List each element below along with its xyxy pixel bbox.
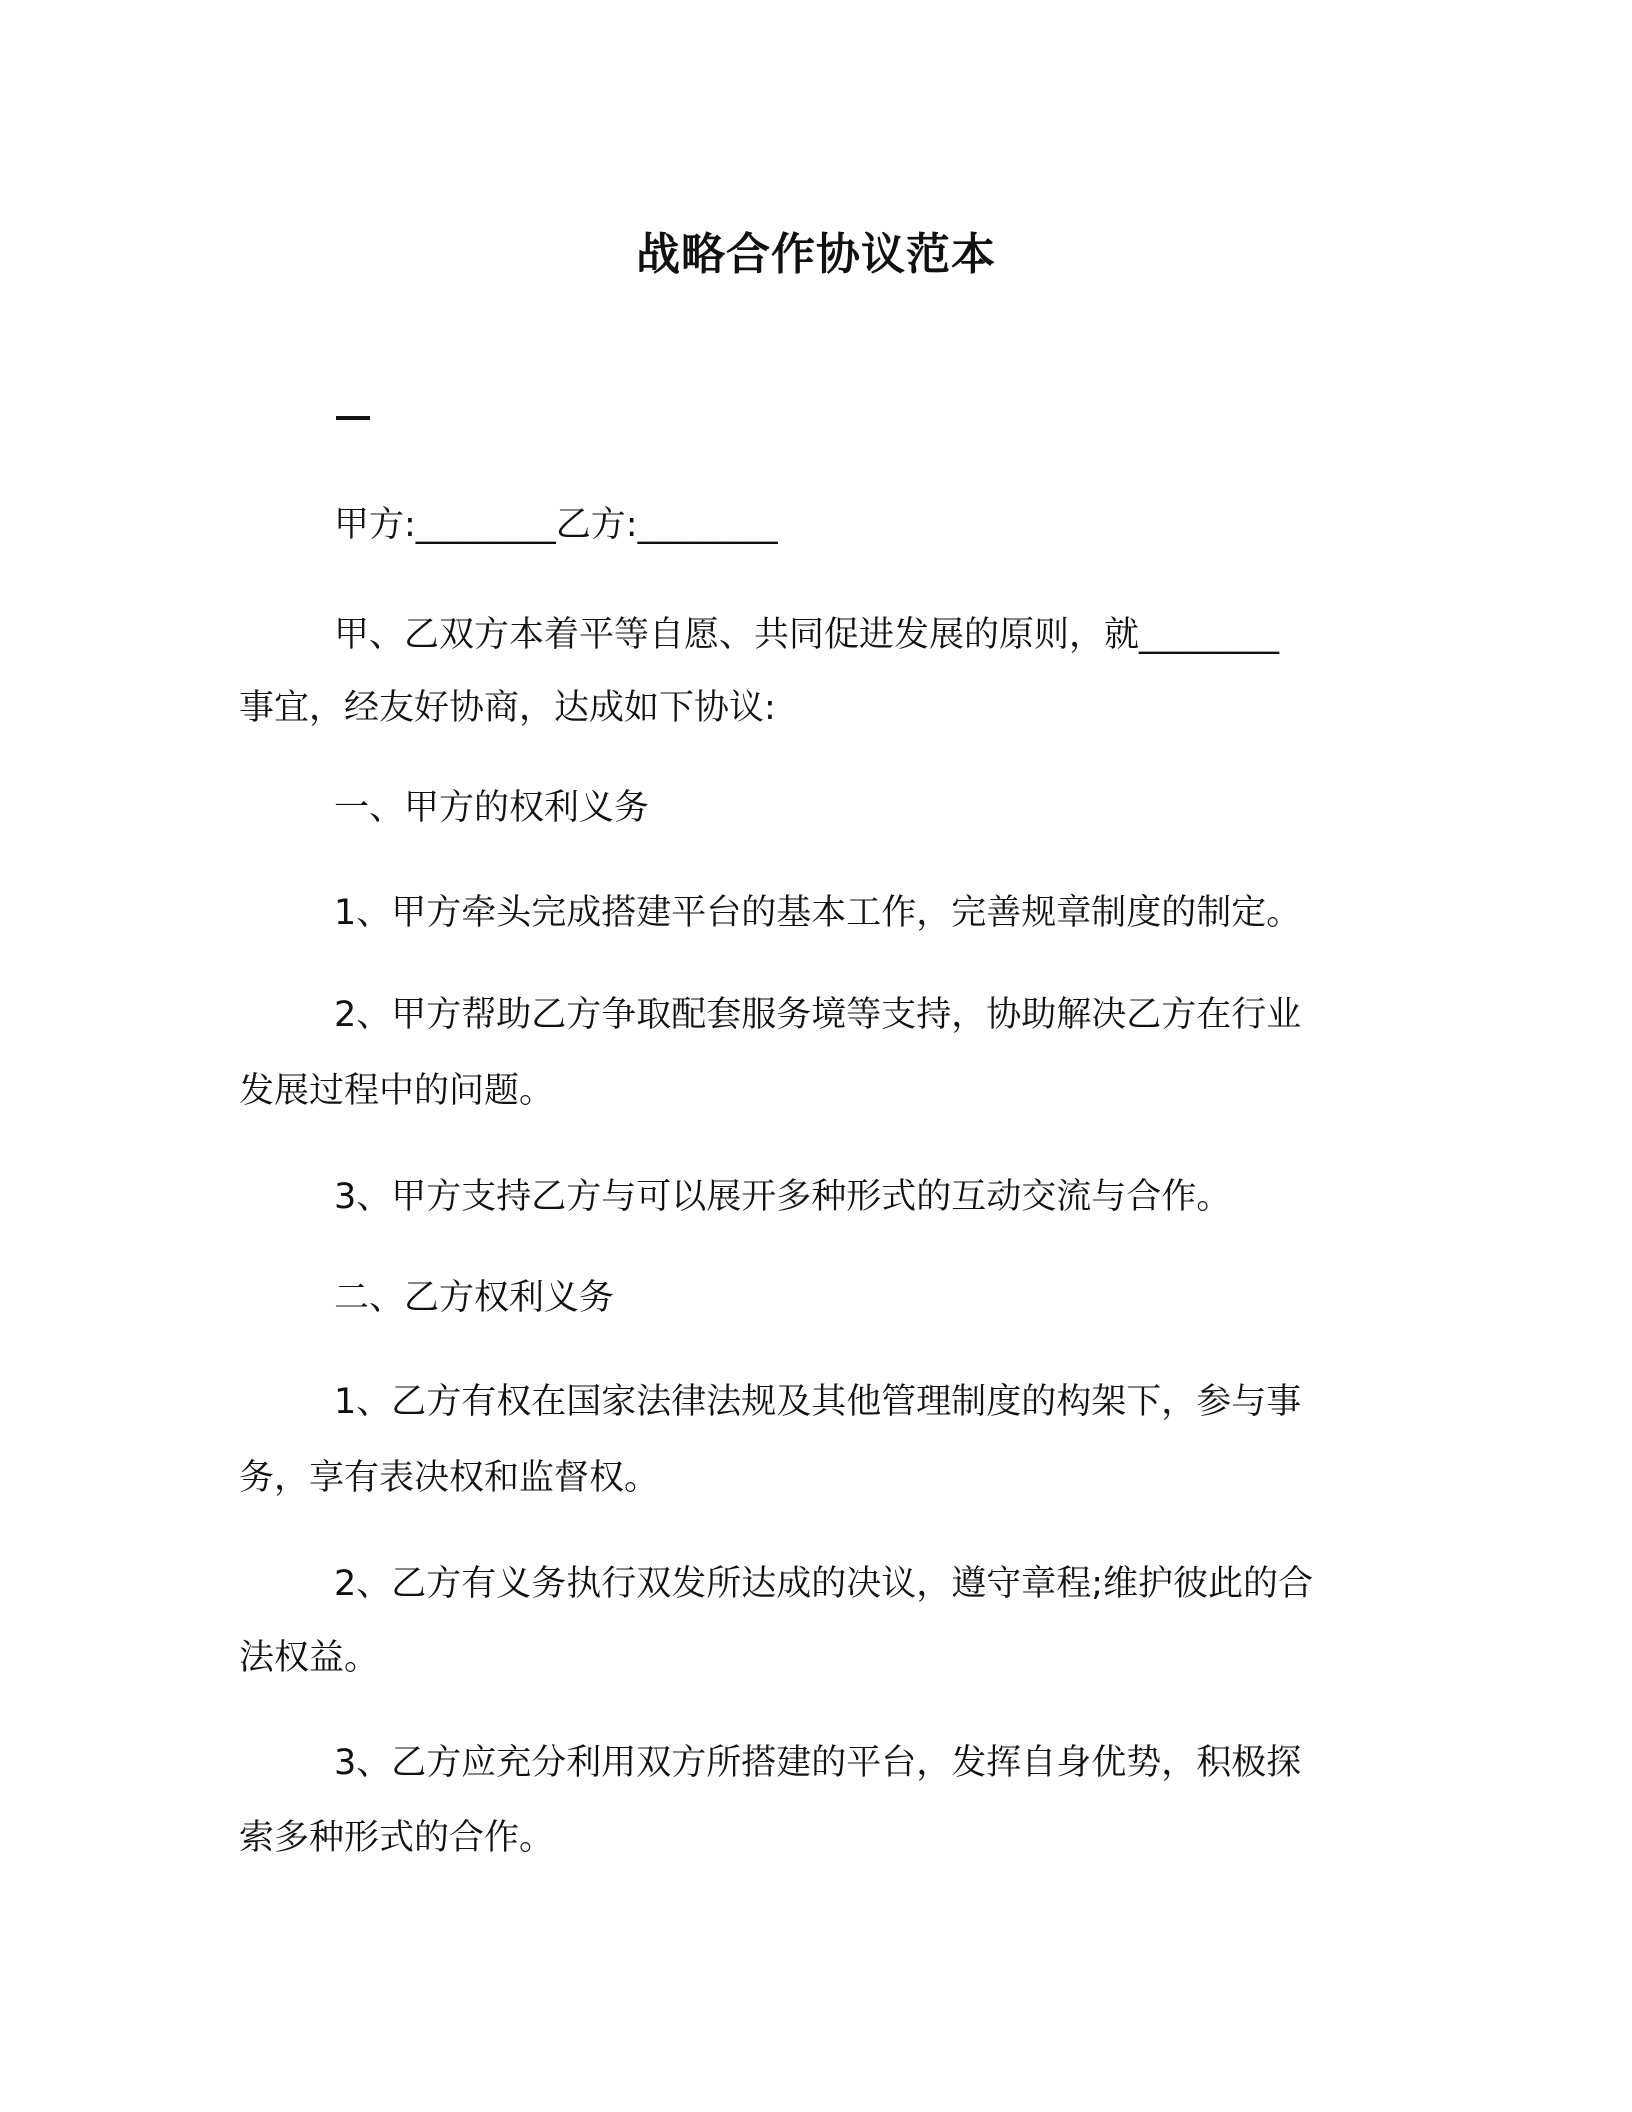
section2-item2-line1: 2、乙方有义务执行双发所达成的决议，遵守章程;维护彼此的合: [334, 1564, 1314, 1604]
section-marker-dash: [336, 416, 370, 420]
section1-heading: 一、甲方的权利义务: [334, 788, 650, 828]
section2-item1-line1: 1、乙方有权在国家法律法规及其他管理制度的构架下，参与事: [334, 1382, 1302, 1422]
intro-line-2: 事宜，经友好协商，达成如下协议:: [239, 688, 776, 728]
section2-item3-line2: 索多种形式的合作。: [239, 1818, 555, 1858]
section2-item2-line2: 法权益。: [239, 1638, 380, 1678]
section2-item1-line2: 务，享有表决权和监督权。: [239, 1458, 660, 1498]
document-title: 战略合作协议范本: [636, 229, 996, 280]
section1-item3: 3、甲方支持乙方与可以展开多种形式的互动交流与合作。: [334, 1177, 1232, 1217]
section1-item2-line2: 发展过程中的问题。: [239, 1071, 555, 1111]
section1-item2-line1: 2、甲方帮助乙方争取配套服务境等支持，协助解决乙方在行业: [334, 995, 1302, 1035]
section1-item1: 1、甲方牵头完成搭建平台的基本工作，完善规章制度的制定。: [334, 893, 1302, 933]
parties-line: 甲方:________乙方:________: [334, 505, 778, 545]
section2-heading: 二、乙方权利义务: [334, 1278, 615, 1318]
section2-item3-line1: 3、乙方应充分利用双方所搭建的平台，发挥自身优势，积极探: [334, 1743, 1302, 1783]
intro-line-1: 甲、乙双方本着平等自愿、共同促进发展的原则，就________: [334, 615, 1280, 655]
